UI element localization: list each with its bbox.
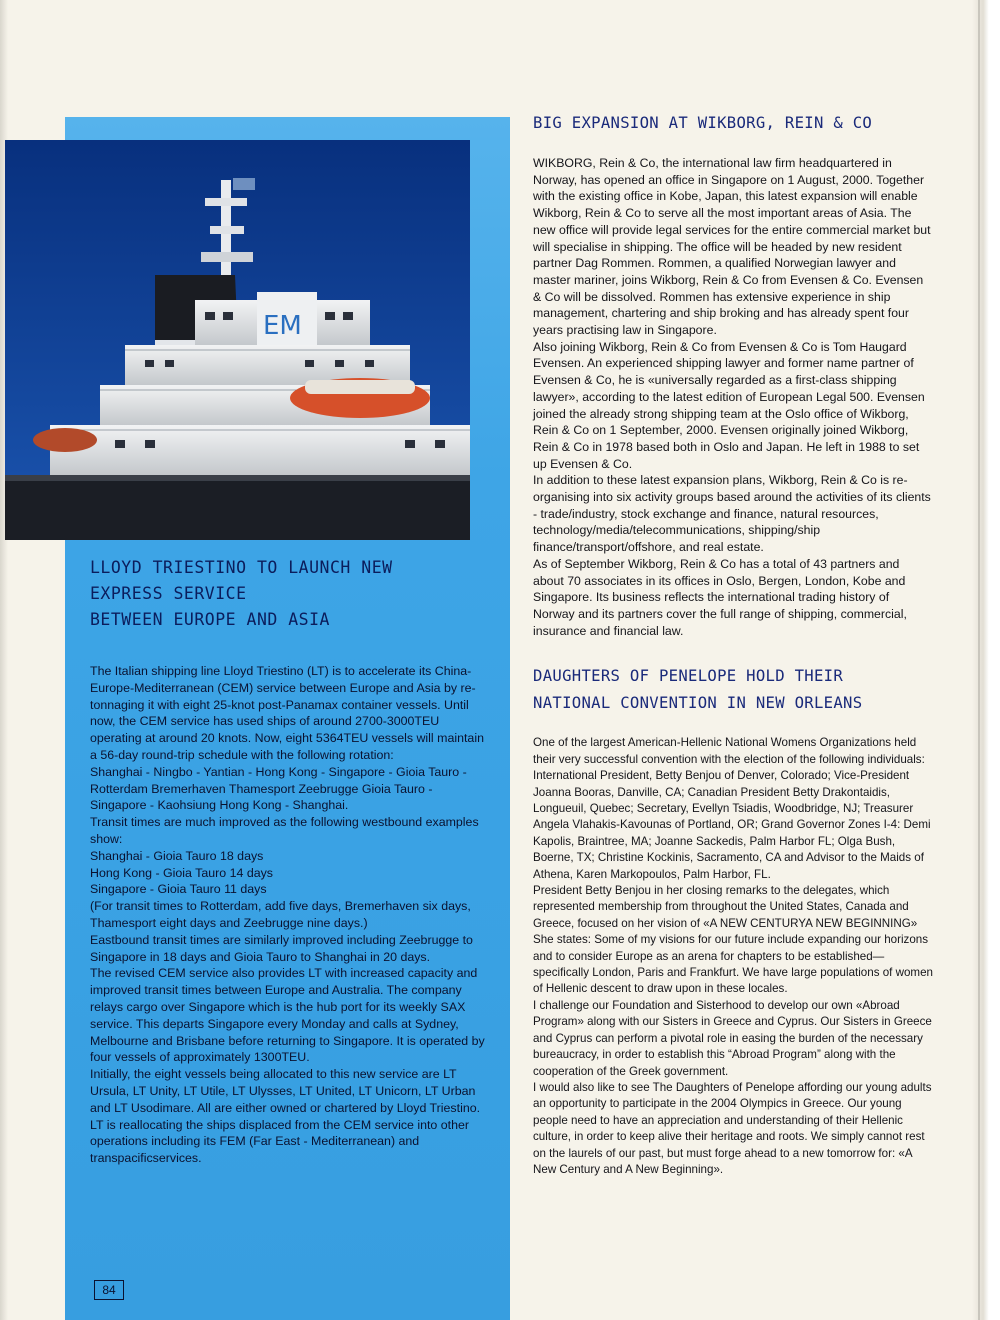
- paragraph: The Italian shipping line Lloyd Triestino (LT) is to accelerate its China-Europe-Mediterranean (CEM) service between Europe and Asia by re-tonnaging it with eight 25-knot post-Panamax container vessels. Until now, the CEM service has used ships of around 2700-3000TEU operating at around 20 knots. Now, eight 5364TEU vessels will maintain a 56-day round-trip schedule with the following rotation:: [90, 664, 484, 762]
- paragraph: Eastbound transit times are similarly improved including Zeebrugge to Singapore in 18 days and Gioia Tauro to Shanghai in 20 days.: [90, 932, 473, 964]
- paragraph: As of September Wikborg, Rein & Co has a total of 43 partners and about 70 associates in its offices in Oslo, Bergen, London, Kobe and Singapore. Its business reflects the international trading history of Norway and its partners cover the full range of shipping, commercial, insurance and financial law.: [533, 556, 907, 638]
- heading-line-1: LLOYD TRIESTINO TO LAUNCH NEW: [90, 558, 393, 577]
- paragraph: Transit times are much improved as the following westbound examples show:: [90, 815, 479, 846]
- paragraph: The revised CEM service also provides LT with increased capacity and improved transit times between Europe and Australia. The company relays cargo over Singapore which is the hub port for its weekly SAX service. This departs Singapore every Monday and calls at Sydney, Melbourne and Brisbane before returning to Singapore. It is operated by four vessels of approximately 1300TEU.: [90, 966, 485, 1065]
- page-number: 84: [94, 1280, 124, 1300]
- heading-line-2: EXPRESS SERVICE: [90, 584, 247, 603]
- paragraph: LT is reallocating the ships displaced from the CEM service into other operations including its FEM (Far East - Mediterranean) and transpacificservices.: [90, 1117, 470, 1166]
- ship-illustration: [5, 140, 470, 540]
- paragraph: Hong Kong - Gioia Tauro 14 days: [90, 865, 273, 880]
- paragraph: In addition to these latest expansion plans, Wikborg, Rein & Co is re-organising into six activity groups based around the activities of its clients - trade/industry, stock exchange and finance, natural resources, technology/media/telecommunications, shipping/ship finance/transport/offshore, and real estate.: [533, 473, 931, 555]
- paragraph: Singapore - Gioia Tauro 11 days: [90, 882, 267, 897]
- lloyd-triestino-body: [90, 663, 485, 1167]
- paragraph: Also joining Wikborg, Rein & Co from Evensen & Co is Tom Haugard Evensen. An experienced shipping lawyer and former name partner of Evensen & Co, he is «universally regarded as a first-class shipping lawyer», according to the latest edition of European Legal 500. Evensen joined the already strong shipping team at the Oslo office of Wikborg, Rein & Co on 1 September, 2000. Evensen originally joined Wikborg, Rein & Co in 1978 based both in Oslo and Japan. He left in 1988 to set up Evensen & Co.: [533, 339, 925, 471]
- wikborg-heading: BIG EXPANSION AT WIKBORG, REIN & CO: [533, 114, 873, 132]
- right-column: [533, 110, 933, 1178]
- lloyd-triestino-article: [90, 555, 485, 1167]
- paragraph: Shanghai - Gioia Tauro 18 days: [90, 848, 264, 863]
- paragraph: I would also like to see The Daughters of Penelope affording our young adults an opportunity to participate in the 2004 Olympics in Greece. Our young people need to have an appreciation and understanding of their Hellenic culture, in order to keep alive their heritage and roots. We simply cannot rest on the laurels of our past, but must forge ahead to a new tomorrow for: «A New Century and A New Beginning».: [533, 1080, 932, 1176]
- page-edge-right: [972, 0, 1000, 1320]
- wikborg-article: [533, 110, 933, 639]
- paragraph: WIKBORG, Rein & Co, the international law firm headquartered in Norway, has opened an office in Singapore on 1 August, 2000. Together with the existing office in Kobe, Japan, this latest expansion will enable Wikborg, Rein & Co to serve all the most important areas of Asia. The new office will provide legal services for the entire commercial market but will specialise in shipping. The office will be headed by new resident partner Dag Rommen. Rommen, a qualified Norwegian lawyer and master mariner, joins Wikborg, Rein & Co from Evensen & Co. Evensen & Co will be dissolved. Rommen has extensive experience in ship management, chartering and ship broking and has already spent four years practising law in Singapore.: [533, 156, 931, 338]
- funnel-logo: EM: [263, 311, 302, 341]
- paragraph: She states: Some of my visions for our future include expanding our horizons and to consider Europe as an arena for chapters to be established—specifically London, Paris and Frankfurt. We have large populations of women of Hellenic descent to draw upon in these locales.: [533, 933, 933, 996]
- paragraph: One of the largest American-Hellenic National Womens Organizations held their very successful convention with the election of the following individuals: International President, Betty Benjou of Denver, Colorado; Vice-President Joanna Booras, Danville, CA; Canadian President Betty Drakontaidis, Longueuil, Quebec; Secretary, Evellyn Tsiadis, Woodbridge, NJ; Treasurer Angela Vlahakis-Kavounas of Portland, OR; Grand Governor Zones I-4: Demi Kapolis, Braintree, MA; Joanne Sackedis, Palm Harbor FL; Olga Bush, Boerne, TX; Christine Kockinis, Sacramento, CA and Advisor to the Maids of Athena, Karen Markopoulos, Palm Harbor, FL.: [533, 736, 931, 881]
- heading-line-1: DAUGHTERS OF PENELOPE HOLD THEIR: [533, 667, 844, 686]
- wikborg-body: [533, 155, 933, 639]
- paragraph: Initially, the eight vessels being allocated to this new service are LT Ursula, LT Unity, LT Utile, LT Ulysses, LT United, LT Unicorn, LT Urban and LT Usodimare. All are either owned or chartered by Lloyd Triestino.: [90, 1067, 481, 1115]
- heading-line-2: NATIONAL CONVENTION IN NEW ORLEANS: [533, 694, 863, 713]
- paragraph: Shanghai - Ningbo - Yantian - Hong Kong - Singapore - Gioia Tauro - Rotterdam Bremerhaven Thamesport Zeebrugge Gioia Tauro - Singapore - Kaohsiung Hong Kong - Shanghai.: [90, 764, 467, 813]
- heading-line-3: BETWEEN EUROPE AND ASIA: [90, 610, 330, 629]
- paragraph: I challenge our Foundation and Sisterhood to develop our own «Abroad Program» along with our Sisters in Greece and Cyprus. Our Sisters in Greece and Cyprus can perform a pivotal role in easing the burden of the necessary bureaucracy, in order to establish this “Abroad Program” along with the cooperation of the Greek government.: [533, 998, 932, 1078]
- paragraph: (For transit times to Rotterdam, add five days, Bremerhaven six days, Thamesport eight days and Zeebrugge nine days.): [90, 899, 471, 930]
- penelope-heading: [533, 663, 933, 717]
- penelope-article: [533, 663, 933, 1178]
- paragraph: President Betty Benjou in her closing remarks to the delegates, which represented membership from throughout the United States, Canada and Greece, focused on her vision of «A NEW CENTURYA NEW BEGINNING»: [533, 884, 918, 930]
- lloyd-triestino-heading: [90, 555, 485, 633]
- ship-photo: [5, 140, 470, 540]
- penelope-body: [533, 735, 933, 1178]
